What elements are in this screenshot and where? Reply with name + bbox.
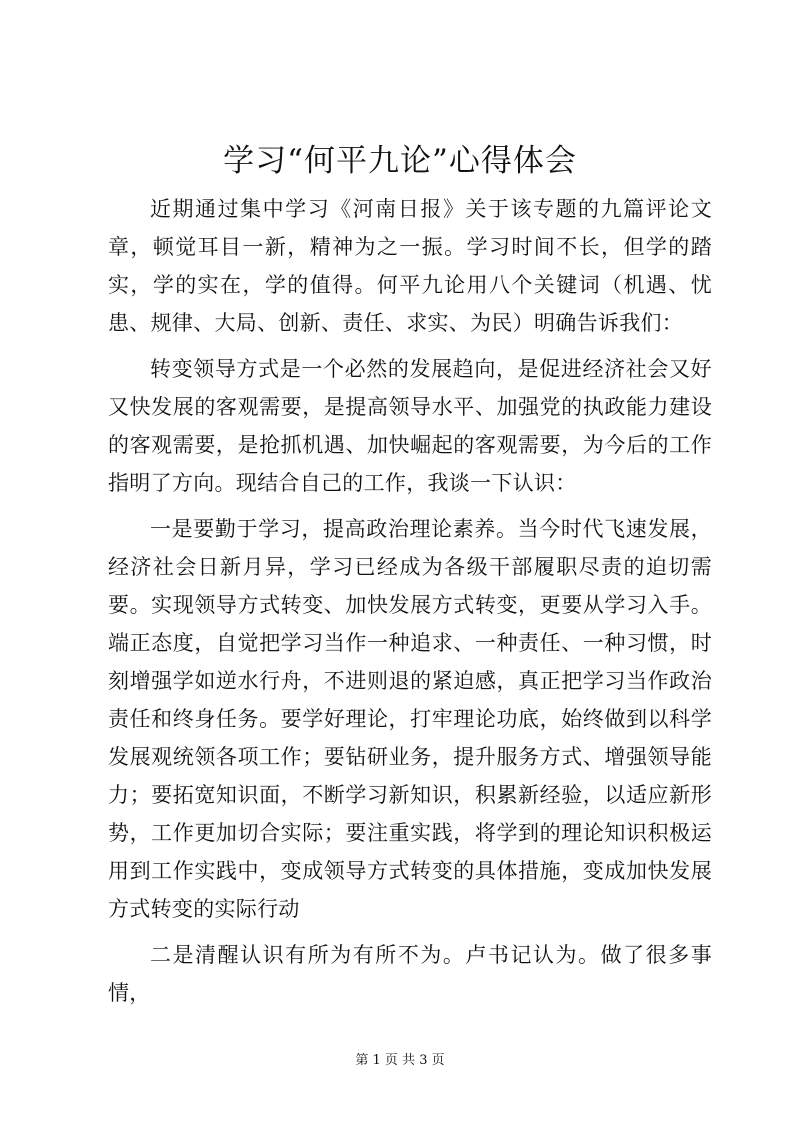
page-number: 第 1 页 共 3 页 [355, 1053, 445, 1068]
paragraph-point-two: 二是清醒认识有所为有所不为。卢书记认为。做了很多事情， [108, 943, 712, 1005]
paragraph-intro: 近期通过集中学习《河南日报》关于该专题的九篇评论文章，顿觉耳目一新，精神为之一振。学习时间不长，但学的踏实，学的实在，学的值得。何平九论用八个关键词（机遇、忧患、规律、大局、创新、责任、求实、为民）明确告诉我们： [108, 197, 712, 335]
paragraph-point-one: 一是要勤于学习，提高政治理论素养。当今时代飞速发展，经济社会日新月异，学习已经成为各级干部履职尽责的迫切需要。实现领导方式转变、加快发展方式转变，更要从学习入手。端正态度，自觉把学习当作一种追求、一种责任、一种习惯，时刻增强学如逆水行舟，不进则退的紧迫感，真正把学习当作政治责任和终身任务。要学好理论，打牢理论功底，始终做到以科学发展观统领各项工作；要钻研业务，提升服务方式、增强领导能力；要拓宽知识面，不断学习新知识，积累新经验，以适应新形势，工作更加切合实际；要注重实践，将学到的理论知识积极运用到工作实践中，变成领导方式转变的具体措施，变成加快发展方式转变的实际行动 [108, 517, 712, 921]
paragraph-leadership-change: 转变领导方式是一个必然的发展趋向，是促进经济社会又好又快发展的客观需要，是提高领导水平、加强党的执政能力建设的客观需要，是抢抓机遇、加快崛起的客观需要，为今后的工作指明了方向。现结合自己的工作，我谈一下认识： [108, 357, 712, 495]
document-title: 学习“何平九论”心得体会 [223, 143, 577, 179]
page-footer [0, 1052, 800, 1070]
document-body [108, 190, 712, 1020]
